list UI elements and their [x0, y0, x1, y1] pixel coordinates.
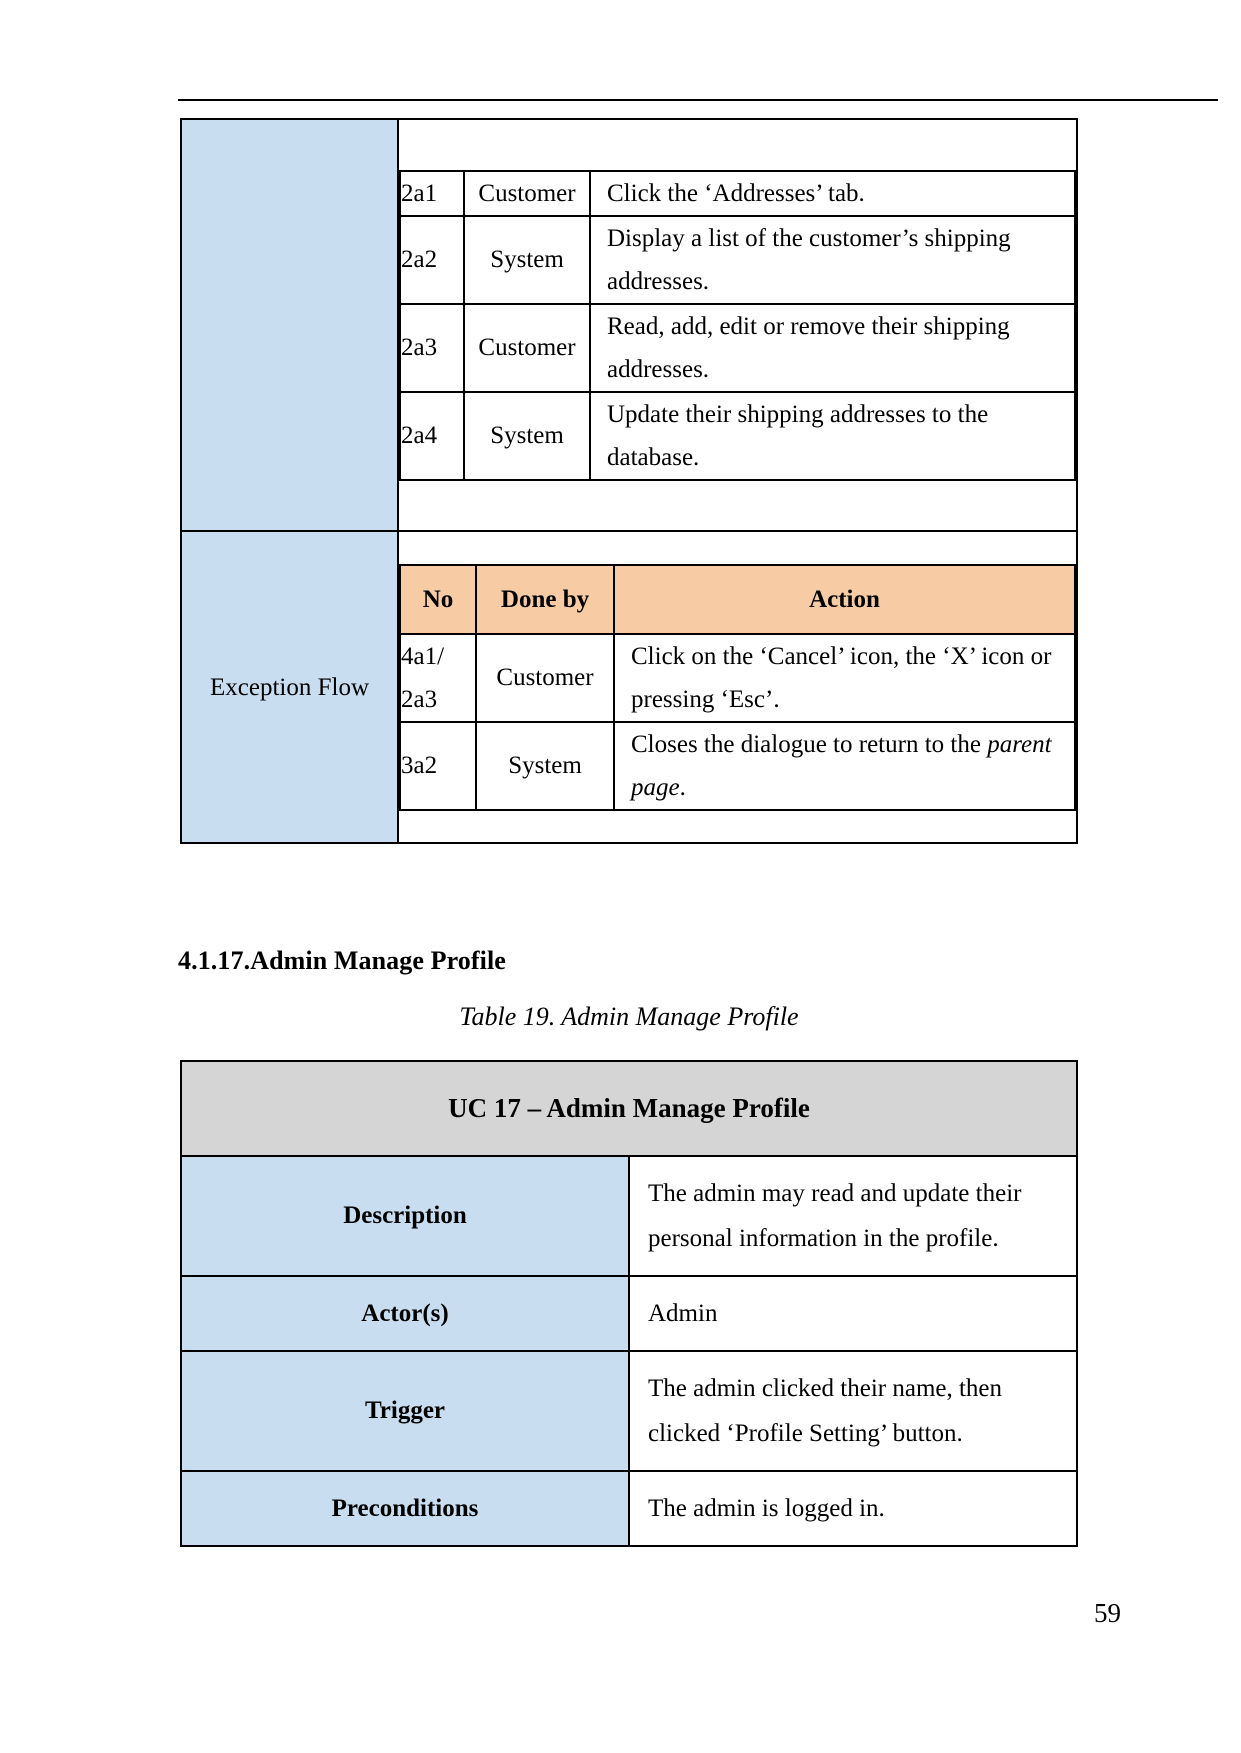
table-row	[181, 1276, 1077, 1351]
step-no: 2a3	[400, 304, 464, 392]
step-done-by: System	[464, 216, 590, 304]
page-number: 59	[1094, 1598, 1121, 1628]
table-caption: Table 19. Admin Manage Profile	[459, 1002, 799, 1031]
field-value-actors: Admin	[629, 1276, 1077, 1351]
use-case-17-table	[180, 1060, 1078, 1547]
table-header-row	[400, 565, 1075, 634]
step-action-italic: parent page	[631, 730, 1052, 801]
use-case-title: UC 17 – Admin Manage Profile	[181, 1061, 1077, 1156]
field-label-description: Description	[181, 1156, 629, 1276]
column-header-action: Action	[614, 565, 1075, 634]
table-row	[181, 119, 1077, 531]
table-row	[400, 304, 1075, 392]
step-action	[614, 722, 1075, 810]
table-row	[400, 216, 1075, 304]
field-value-preconditions: The admin is logged in.	[629, 1471, 1077, 1546]
column-header-no: No	[400, 565, 476, 634]
section-heading: 4.1.17.Admin Manage Profile	[178, 946, 506, 975]
page-header-rule	[178, 99, 1218, 101]
table-row	[181, 1351, 1077, 1471]
step-action: Update their shipping addresses to the database.	[590, 392, 1075, 480]
exception-flow-steps-table	[399, 564, 1076, 811]
table-header-row	[181, 1061, 1077, 1156]
step-no-line-1: 4a1/	[401, 642, 445, 670]
step-no-line-2: 2a3	[401, 685, 438, 713]
exception-flow-label: Exception Flow	[181, 531, 398, 843]
step-action-suffix: .	[679, 773, 686, 801]
table-row	[400, 722, 1075, 810]
table-row	[181, 1156, 1077, 1276]
step-no: 3a2	[400, 722, 476, 810]
field-value-trigger: The admin clicked their name, then clicked ‘Profile Setting’ button.	[629, 1351, 1077, 1471]
table-row	[400, 171, 1075, 216]
table-row	[400, 392, 1075, 480]
step-action-prefix: Closes the dialogue to return to the	[631, 730, 988, 758]
step-done-by: Customer	[464, 304, 590, 392]
exception-flow-steps-cell	[398, 531, 1077, 843]
table-row	[400, 634, 1075, 722]
flow-label-empty	[181, 119, 398, 531]
step-no: 2a2	[400, 216, 464, 304]
step-action: Read, add, edit or remove their shipping addresses.	[590, 304, 1075, 392]
step-no	[400, 634, 476, 722]
step-action: Click the ‘Addresses’ tab.	[590, 171, 1075, 216]
field-value-description: The admin may read and update their personal information in the profile.	[629, 1156, 1077, 1276]
step-action: Display a list of the customer’s shipping addresses.	[590, 216, 1075, 304]
step-no: 2a4	[400, 392, 464, 480]
step-done-by: Customer	[476, 634, 614, 722]
step-done-by: System	[464, 392, 590, 480]
column-header-done-by: Done by	[476, 565, 614, 634]
basic-flow-steps-cell	[398, 119, 1077, 531]
field-label-trigger: Trigger	[181, 1351, 629, 1471]
step-done-by: Customer	[464, 171, 590, 216]
step-action: Click on the ‘Cancel’ icon, the ‘X’ icon or pressing ‘Esc’.	[614, 634, 1075, 722]
table-row	[181, 531, 1077, 843]
basic-flow-steps-table	[399, 170, 1076, 481]
use-case-flow-table	[180, 118, 1078, 844]
field-label-actors: Actor(s)	[181, 1276, 629, 1351]
step-no: 2a1	[400, 171, 464, 216]
step-done-by: System	[476, 722, 614, 810]
field-label-preconditions: Preconditions	[181, 1471, 629, 1546]
table-row	[181, 1471, 1077, 1546]
